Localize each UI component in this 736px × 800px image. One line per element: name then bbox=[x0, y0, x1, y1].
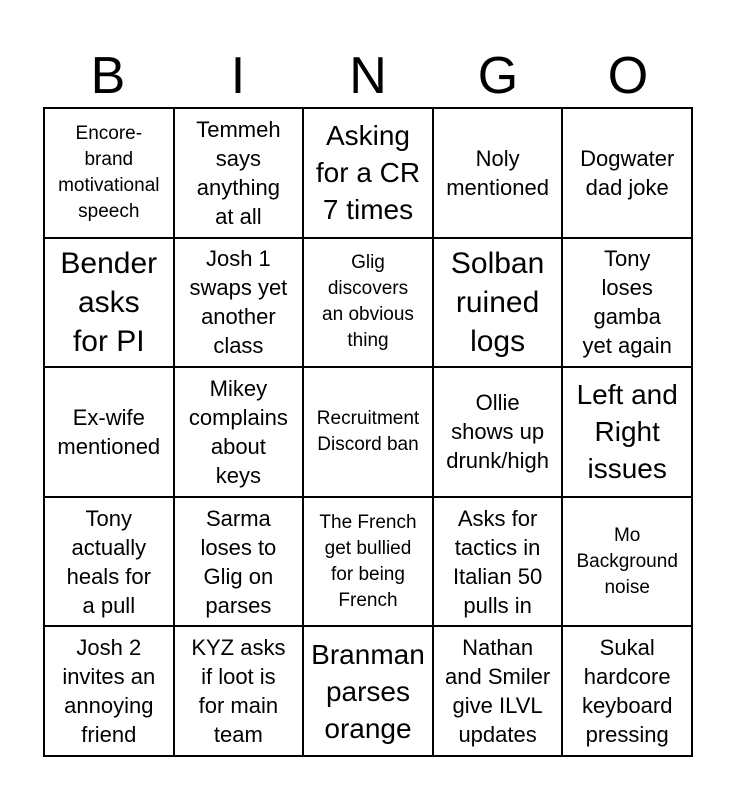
bingo-cell[interactable] bbox=[433, 497, 563, 627]
cell-text: Josh 2 invites an annoying friend bbox=[62, 635, 156, 748]
bingo-cell[interactable] bbox=[562, 497, 692, 627]
bingo-cell[interactable] bbox=[174, 238, 304, 368]
bingo-cell[interactable] bbox=[44, 367, 174, 497]
bingo-cell[interactable] bbox=[44, 108, 174, 238]
bingo-cell[interactable] bbox=[174, 108, 304, 238]
bingo-cell[interactable] bbox=[303, 367, 433, 497]
bingo-cell[interactable] bbox=[562, 626, 692, 756]
cell-text: Tony actually heals for a pull bbox=[66, 505, 151, 618]
cell-text: Solban ruined logs bbox=[450, 246, 545, 358]
cell-text: The French get bullied for being French bbox=[319, 511, 417, 611]
cell-text: Asking for a CR 7 times bbox=[315, 120, 421, 226]
header-letter-i: I bbox=[230, 47, 246, 105]
bingo-cell[interactable] bbox=[303, 238, 433, 368]
cell-text: Sukal hardcore keyboard pressing bbox=[581, 635, 673, 748]
header-letter-b: B bbox=[90, 47, 126, 105]
cell-text: Temmeh says anything at all bbox=[196, 116, 281, 229]
bingo-header bbox=[43, 46, 693, 106]
bingo-cell[interactable] bbox=[562, 238, 692, 368]
bingo-cell[interactable] bbox=[303, 626, 433, 756]
bingo-cell[interactable] bbox=[44, 626, 174, 756]
cell-text: Tony loses gamba yet again bbox=[582, 246, 672, 359]
bingo-cell[interactable] bbox=[44, 238, 174, 368]
cell-text: Josh 1 swaps yet another class bbox=[189, 246, 288, 359]
bingo-cell[interactable] bbox=[174, 497, 304, 627]
bingo-cell[interactable] bbox=[562, 108, 692, 238]
bingo-cell[interactable] bbox=[303, 497, 433, 627]
bingo-cell[interactable] bbox=[562, 367, 692, 497]
bingo-cell[interactable] bbox=[303, 108, 433, 238]
cell-text: Asks for tactics in Italian 50 pulls in bbox=[452, 505, 543, 618]
bingo-cell[interactable] bbox=[433, 367, 563, 497]
cell-text: Sarma loses to Glig on parses bbox=[200, 505, 277, 618]
header-letter-n: N bbox=[349, 47, 387, 105]
bingo-grid bbox=[43, 107, 693, 757]
cell-text: Encore- brand motivational speech bbox=[58, 122, 160, 222]
cell-text: Glig discovers an obvious thing bbox=[322, 252, 414, 352]
cell-text: Mo Background noise bbox=[576, 524, 678, 598]
bingo-cell[interactable] bbox=[174, 626, 304, 756]
cell-text: Branman parses orange bbox=[311, 638, 425, 744]
bingo-cell[interactable] bbox=[433, 238, 563, 368]
cell-text: KYZ asks if loot is for main team bbox=[191, 635, 286, 748]
bingo-cell[interactable] bbox=[174, 367, 304, 497]
cell-text: Nathan and Smiler give ILVL updates bbox=[445, 635, 551, 748]
cell-text: Left and Right issues bbox=[576, 379, 678, 485]
bingo-cell[interactable] bbox=[433, 108, 563, 238]
cell-text: Mikey complains about keys bbox=[188, 375, 288, 488]
cell-text: Bender asks for PI bbox=[60, 246, 158, 358]
cell-text: Ollie shows up drunk/high bbox=[446, 390, 549, 474]
bingo-cell[interactable] bbox=[433, 626, 563, 756]
cell-text: Noly mentioned bbox=[446, 145, 549, 200]
cell-text: Ex-wife mentioned bbox=[57, 404, 161, 459]
header-letter-o: O bbox=[607, 47, 649, 105]
bingo-cell[interactable] bbox=[44, 497, 174, 627]
cell-text: Recruitment Discord ban bbox=[316, 407, 420, 455]
cell-text: Dogwater dad joke bbox=[580, 145, 675, 200]
header-letter-g: G bbox=[477, 47, 519, 105]
